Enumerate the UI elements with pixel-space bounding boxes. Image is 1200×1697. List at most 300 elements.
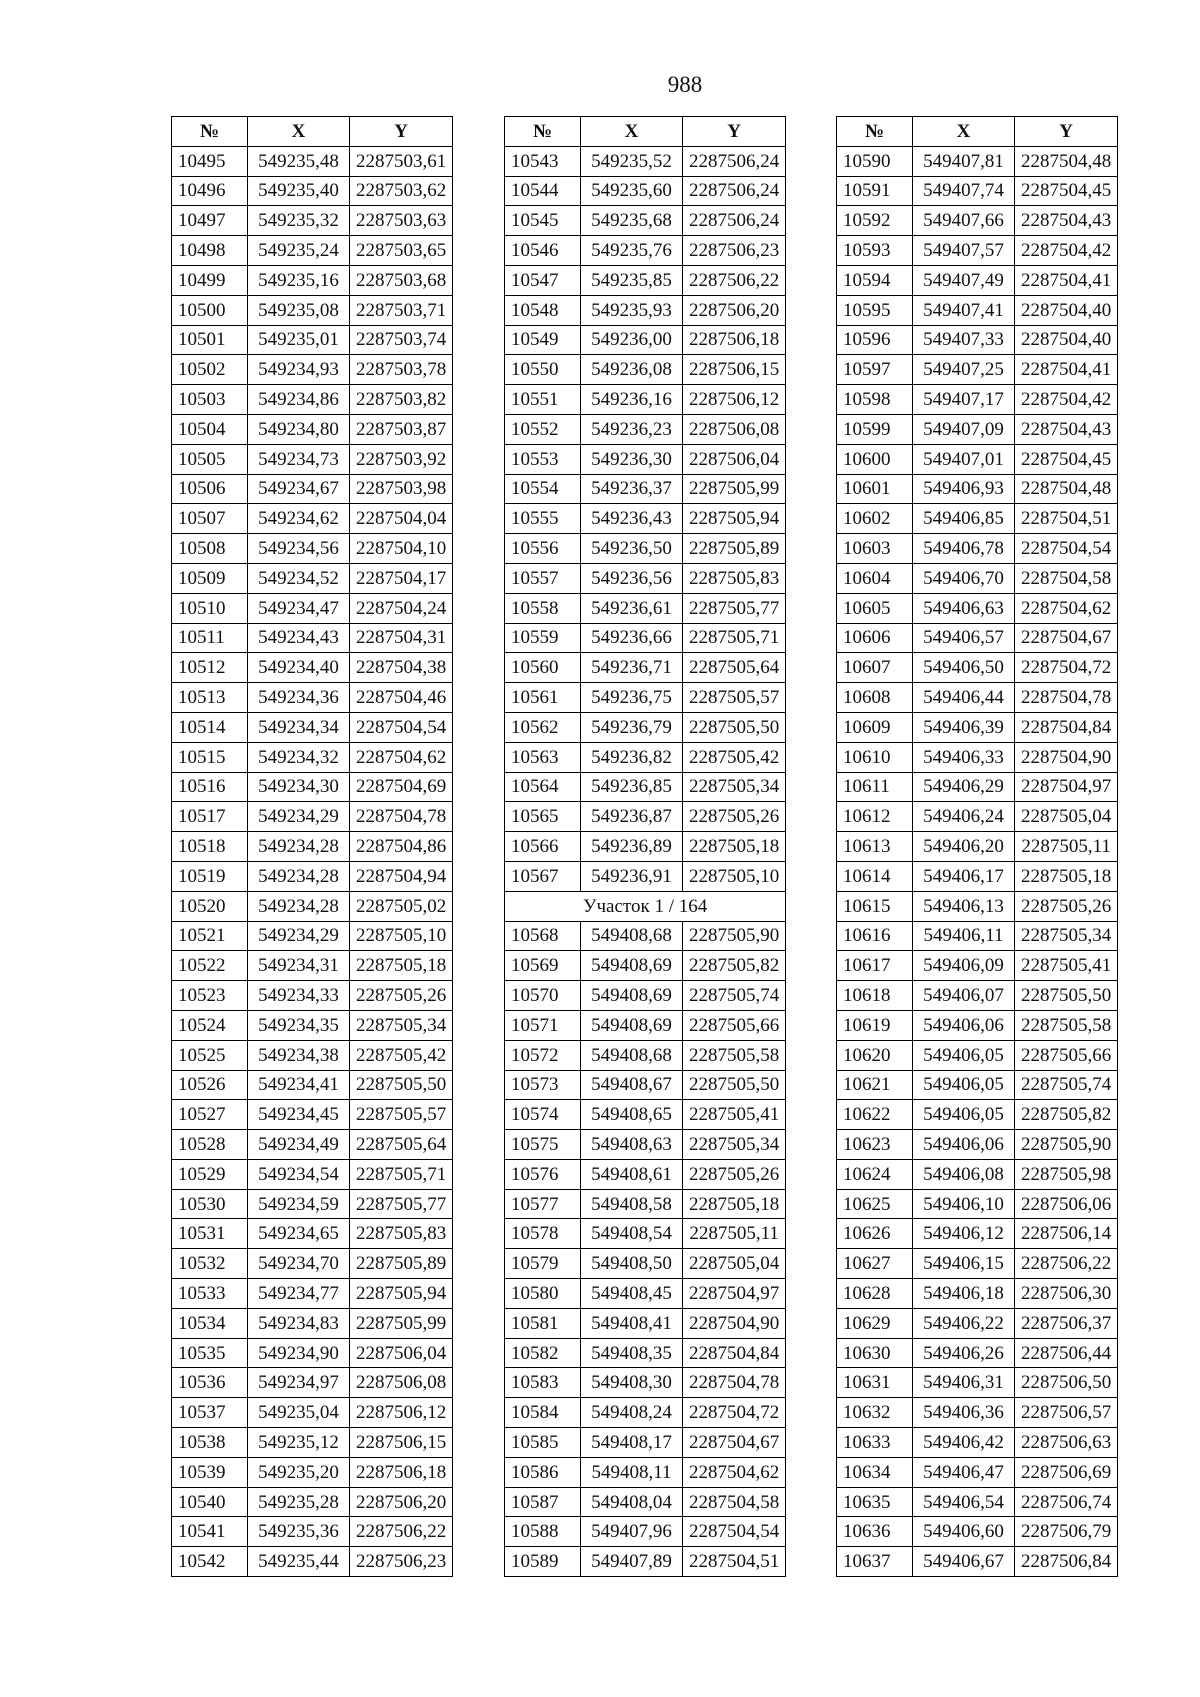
coord-x: 549407,96 <box>581 1517 683 1547</box>
coord-y: 2287505,57 <box>683 683 786 713</box>
coord-x: 549234,54 <box>248 1159 350 1189</box>
coord-y: 2287503,82 <box>350 385 453 415</box>
coord-y: 2287505,04 <box>1015 802 1118 832</box>
coord-y: 2287506,44 <box>1015 1338 1118 1368</box>
table-row <box>505 414 786 444</box>
table-row <box>505 355 786 385</box>
point-number: 10609 <box>837 712 913 742</box>
coord-y: 2287505,10 <box>350 921 453 951</box>
coord-y: 2287505,41 <box>1015 951 1118 981</box>
point-number: 10605 <box>837 593 913 623</box>
coord-x: 549407,17 <box>913 385 1015 415</box>
coord-y: 2287505,34 <box>1015 921 1118 951</box>
point-number: 10521 <box>172 921 248 951</box>
coord-x: 549406,39 <box>913 712 1015 742</box>
header-x: X <box>913 117 1015 147</box>
coord-x: 549236,66 <box>581 623 683 653</box>
table-row <box>837 593 1118 623</box>
table-row <box>505 951 786 981</box>
point-number: 10611 <box>837 772 913 802</box>
point-number: 10529 <box>172 1159 248 1189</box>
point-number: 10559 <box>505 623 581 653</box>
coord-x: 549236,30 <box>581 444 683 474</box>
point-number: 10579 <box>505 1249 581 1279</box>
coord-x: 549408,50 <box>581 1249 683 1279</box>
coord-x: 549407,25 <box>913 355 1015 385</box>
coord-x: 549234,41 <box>248 1070 350 1100</box>
coord-x: 549234,28 <box>248 861 350 891</box>
coord-x: 549408,35 <box>581 1338 683 1368</box>
table-row <box>505 593 786 623</box>
coord-y: 2287503,74 <box>350 325 453 355</box>
point-number: 10510 <box>172 593 248 623</box>
point-number: 10512 <box>172 653 248 683</box>
coord-y: 2287504,40 <box>1015 295 1118 325</box>
point-number: 10595 <box>837 295 913 325</box>
point-number: 10582 <box>505 1338 581 1368</box>
point-number: 10515 <box>172 742 248 772</box>
point-number: 10627 <box>837 1249 913 1279</box>
point-number: 10509 <box>172 563 248 593</box>
table-row <box>837 772 1118 802</box>
point-number: 10553 <box>505 444 581 474</box>
coord-x: 549406,60 <box>913 1517 1015 1547</box>
coord-y: 2287506,23 <box>350 1547 453 1577</box>
point-number: 10570 <box>505 981 581 1011</box>
coord-x: 549234,38 <box>248 1040 350 1070</box>
coord-y: 2287505,42 <box>350 1040 453 1070</box>
point-number: 10576 <box>505 1159 581 1189</box>
table-row <box>505 146 786 176</box>
point-number: 10544 <box>505 176 581 206</box>
coord-x: 549234,30 <box>248 772 350 802</box>
coord-x: 549406,26 <box>913 1338 1015 1368</box>
table-row <box>172 1308 453 1338</box>
coord-x: 549407,89 <box>581 1547 683 1577</box>
coord-y: 2287505,89 <box>683 534 786 564</box>
coord-x: 549406,10 <box>913 1189 1015 1219</box>
point-number: 10603 <box>837 534 913 564</box>
point-number: 10538 <box>172 1428 248 1458</box>
coord-x: 549235,36 <box>248 1517 350 1547</box>
table-row <box>172 146 453 176</box>
coord-y: 2287505,77 <box>350 1189 453 1219</box>
table-row <box>837 1279 1118 1309</box>
point-number: 10517 <box>172 802 248 832</box>
table-row <box>505 534 786 564</box>
coord-y: 2287505,99 <box>350 1308 453 1338</box>
point-number: 10617 <box>837 951 913 981</box>
table-row <box>837 325 1118 355</box>
point-number: 10577 <box>505 1189 581 1219</box>
point-number: 10533 <box>172 1279 248 1309</box>
header-y: Y <box>1015 117 1118 147</box>
point-number: 10519 <box>172 861 248 891</box>
table-row <box>837 861 1118 891</box>
table-row <box>837 534 1118 564</box>
point-number: 10575 <box>505 1130 581 1160</box>
point-number: 10516 <box>172 772 248 802</box>
table-row <box>172 355 453 385</box>
coordinates-table-1 <box>171 116 453 1577</box>
coord-y: 2287504,43 <box>1015 414 1118 444</box>
coord-y: 2287506,04 <box>683 444 786 474</box>
coord-y: 2287506,12 <box>350 1398 453 1428</box>
coord-x: 549235,44 <box>248 1547 350 1577</box>
coord-y: 2287505,64 <box>683 653 786 683</box>
table-row <box>837 504 1118 534</box>
coord-y: 2287506,63 <box>1015 1428 1118 1458</box>
coord-y: 2287505,18 <box>1015 861 1118 891</box>
coord-y: 2287506,30 <box>1015 1279 1118 1309</box>
table-row <box>505 623 786 653</box>
point-number: 10607 <box>837 653 913 683</box>
coord-x: 549407,74 <box>913 176 1015 206</box>
table-row <box>505 981 786 1011</box>
table-row <box>505 1457 786 1487</box>
coord-y: 2287505,10 <box>683 861 786 891</box>
point-number: 10532 <box>172 1249 248 1279</box>
coord-y: 2287506,22 <box>683 265 786 295</box>
coord-y: 2287505,71 <box>683 623 786 653</box>
coord-y: 2287506,22 <box>1015 1249 1118 1279</box>
point-number: 10558 <box>505 593 581 623</box>
coord-x: 549406,20 <box>913 832 1015 862</box>
point-number: 10622 <box>837 1100 913 1130</box>
coord-x: 549236,56 <box>581 563 683 593</box>
coord-y: 2287504,54 <box>350 712 453 742</box>
table-row <box>837 832 1118 862</box>
coord-y: 2287503,63 <box>350 206 453 236</box>
point-number: 10614 <box>837 861 913 891</box>
table-row <box>172 1338 453 1368</box>
coord-x: 549408,68 <box>581 921 683 951</box>
coord-x: 549234,33 <box>248 981 350 1011</box>
table-row <box>505 1010 786 1040</box>
coord-y: 2287504,31 <box>350 623 453 653</box>
point-number: 10545 <box>505 206 581 236</box>
point-number: 10597 <box>837 355 913 385</box>
coord-x: 549408,69 <box>581 951 683 981</box>
coord-x: 549234,47 <box>248 593 350 623</box>
header-x: X <box>248 117 350 147</box>
coord-x: 549234,86 <box>248 385 350 415</box>
coord-y: 2287504,67 <box>1015 623 1118 653</box>
point-number: 10631 <box>837 1368 913 1398</box>
coord-x: 549235,12 <box>248 1428 350 1458</box>
coord-y: 2287504,78 <box>1015 683 1118 713</box>
table-row <box>505 1279 786 1309</box>
table-row <box>172 1010 453 1040</box>
coord-x: 549236,23 <box>581 414 683 444</box>
table-row <box>837 206 1118 236</box>
point-number: 10526 <box>172 1070 248 1100</box>
table-row <box>505 176 786 206</box>
coord-x: 549234,80 <box>248 414 350 444</box>
point-number: 10496 <box>172 176 248 206</box>
coord-x: 549236,37 <box>581 474 683 504</box>
point-number: 10554 <box>505 474 581 504</box>
coord-y: 2287506,79 <box>1015 1517 1118 1547</box>
point-number: 10610 <box>837 742 913 772</box>
point-number: 10500 <box>172 295 248 325</box>
point-number: 10594 <box>837 265 913 295</box>
point-number: 10621 <box>837 1070 913 1100</box>
coord-y: 2287506,15 <box>683 355 786 385</box>
table-row <box>172 176 453 206</box>
point-number: 10563 <box>505 742 581 772</box>
coord-x: 549235,28 <box>248 1487 350 1517</box>
point-number: 10592 <box>837 206 913 236</box>
coord-x: 549408,65 <box>581 1100 683 1130</box>
table-row <box>172 653 453 683</box>
point-number: 10568 <box>505 921 581 951</box>
coord-x: 549406,06 <box>913 1130 1015 1160</box>
coord-y: 2287506,84 <box>1015 1547 1118 1577</box>
coord-y: 2287506,24 <box>683 146 786 176</box>
coord-y: 2287506,18 <box>683 325 786 355</box>
coord-x: 549407,09 <box>913 414 1015 444</box>
point-number: 10567 <box>505 861 581 891</box>
point-number: 10626 <box>837 1219 913 1249</box>
point-number: 10612 <box>837 802 913 832</box>
point-number: 10602 <box>837 504 913 534</box>
coord-y: 2287505,71 <box>350 1159 453 1189</box>
table-row <box>172 236 453 266</box>
coord-y: 2287505,11 <box>1015 832 1118 862</box>
point-number: 10585 <box>505 1428 581 1458</box>
point-number: 10551 <box>505 385 581 415</box>
coord-x: 549234,90 <box>248 1338 350 1368</box>
coord-x: 549406,22 <box>913 1308 1015 1338</box>
coord-x: 549406,85 <box>913 504 1015 534</box>
point-number: 10637 <box>837 1547 913 1577</box>
point-number: 10615 <box>837 891 913 921</box>
coord-x: 549408,54 <box>581 1219 683 1249</box>
point-number: 10505 <box>172 444 248 474</box>
point-number: 10634 <box>837 1457 913 1487</box>
table-row <box>172 891 453 921</box>
coord-y: 2287504,41 <box>1015 355 1118 385</box>
coord-y: 2287503,61 <box>350 146 453 176</box>
point-number: 10498 <box>172 236 248 266</box>
coord-x: 549406,78 <box>913 534 1015 564</box>
coord-x: 549408,17 <box>581 1428 683 1458</box>
table-row <box>505 861 786 891</box>
table-row <box>172 1368 453 1398</box>
coord-y: 2287505,90 <box>1015 1130 1118 1160</box>
coord-y: 2287506,08 <box>350 1368 453 1398</box>
coord-x: 549236,61 <box>581 593 683 623</box>
point-number: 10599 <box>837 414 913 444</box>
coord-x: 549406,57 <box>913 623 1015 653</box>
coord-y: 2287503,87 <box>350 414 453 444</box>
point-number: 10560 <box>505 653 581 683</box>
point-number: 10522 <box>172 951 248 981</box>
coord-y: 2287504,04 <box>350 504 453 534</box>
coord-x: 549236,91 <box>581 861 683 891</box>
coord-x: 549406,44 <box>913 683 1015 713</box>
table-row <box>505 1547 786 1577</box>
coord-y: 2287504,43 <box>1015 206 1118 236</box>
table-row <box>837 891 1118 921</box>
table-row <box>172 1487 453 1517</box>
coord-y: 2287504,62 <box>683 1457 786 1487</box>
coord-x: 549236,79 <box>581 712 683 742</box>
table-row <box>505 1219 786 1249</box>
coord-x: 549408,11 <box>581 1457 683 1487</box>
table-row <box>837 563 1118 593</box>
table-row <box>172 683 453 713</box>
coord-x: 549235,60 <box>581 176 683 206</box>
coord-y: 2287506,15 <box>350 1428 453 1458</box>
header-row <box>172 117 453 147</box>
point-number: 10624 <box>837 1159 913 1189</box>
point-number: 10588 <box>505 1517 581 1547</box>
coord-x: 549406,11 <box>913 921 1015 951</box>
coord-y: 2287504,58 <box>683 1487 786 1517</box>
table-row <box>837 474 1118 504</box>
point-number: 10584 <box>505 1398 581 1428</box>
table-row <box>505 1487 786 1517</box>
table-row <box>505 265 786 295</box>
coord-x: 549406,06 <box>913 1010 1015 1040</box>
coord-x: 549407,66 <box>913 206 1015 236</box>
header-num: № <box>505 117 581 147</box>
coord-y: 2287505,34 <box>683 1130 786 1160</box>
coord-x: 549236,08 <box>581 355 683 385</box>
coord-x: 549234,45 <box>248 1100 350 1130</box>
coord-y: 2287505,94 <box>350 1279 453 1309</box>
coord-x: 549406,05 <box>913 1070 1015 1100</box>
point-number: 10548 <box>505 295 581 325</box>
coord-x: 549406,18 <box>913 1279 1015 1309</box>
coord-x: 549235,08 <box>248 295 350 325</box>
coord-x: 549234,36 <box>248 683 350 713</box>
table-row <box>172 504 453 534</box>
table-row <box>172 534 453 564</box>
table-row <box>172 951 453 981</box>
table-row <box>505 1070 786 1100</box>
table-row <box>172 325 453 355</box>
coord-x: 549235,24 <box>248 236 350 266</box>
header-row <box>505 117 786 147</box>
table-row <box>172 921 453 951</box>
table-row <box>837 1040 1118 1070</box>
point-number: 10531 <box>172 1219 248 1249</box>
coord-y: 2287504,54 <box>683 1517 786 1547</box>
coord-x: 549234,77 <box>248 1279 350 1309</box>
table-row <box>172 1279 453 1309</box>
point-number: 10552 <box>505 414 581 444</box>
coord-y: 2287505,26 <box>683 1159 786 1189</box>
coord-y: 2287505,74 <box>683 981 786 1011</box>
table-row <box>837 1159 1118 1189</box>
coord-x: 549406,15 <box>913 1249 1015 1279</box>
coord-x: 549234,32 <box>248 742 350 772</box>
coord-x: 549406,54 <box>913 1487 1015 1517</box>
table-row <box>172 623 453 653</box>
coord-y: 2287505,42 <box>683 742 786 772</box>
coord-x: 549406,63 <box>913 593 1015 623</box>
table-row <box>505 1398 786 1428</box>
point-number: 10524 <box>172 1010 248 1040</box>
point-number: 10499 <box>172 265 248 295</box>
table-row <box>505 295 786 325</box>
coord-y: 2287503,98 <box>350 474 453 504</box>
coord-x: 549234,35 <box>248 1010 350 1040</box>
point-number: 10589 <box>505 1547 581 1577</box>
point-number: 10636 <box>837 1517 913 1547</box>
coord-x: 549407,33 <box>913 325 1015 355</box>
coord-y: 2287505,58 <box>1015 1010 1118 1040</box>
table-row <box>505 1308 786 1338</box>
coord-y: 2287505,04 <box>683 1249 786 1279</box>
coordinates-table-3 <box>836 116 1118 1577</box>
table-row <box>837 712 1118 742</box>
table-row <box>837 1010 1118 1040</box>
coord-y: 2287505,82 <box>683 951 786 981</box>
point-number: 10556 <box>505 534 581 564</box>
coord-x: 549234,40 <box>248 653 350 683</box>
coord-x: 549406,13 <box>913 891 1015 921</box>
point-number: 10528 <box>172 1130 248 1160</box>
coord-x: 549234,43 <box>248 623 350 653</box>
point-number: 10564 <box>505 772 581 802</box>
point-number: 10502 <box>172 355 248 385</box>
point-number: 10604 <box>837 563 913 593</box>
point-number: 10625 <box>837 1189 913 1219</box>
point-number: 10504 <box>172 414 248 444</box>
table-row <box>172 712 453 742</box>
point-number: 10506 <box>172 474 248 504</box>
coord-x: 549234,29 <box>248 921 350 951</box>
table-row <box>505 1368 786 1398</box>
table-row <box>505 802 786 832</box>
coord-x: 549406,33 <box>913 742 1015 772</box>
coord-y: 2287503,78 <box>350 355 453 385</box>
table-row <box>837 385 1118 415</box>
header-y: Y <box>683 117 786 147</box>
coord-y: 2287504,40 <box>1015 325 1118 355</box>
point-number: 10507 <box>172 504 248 534</box>
point-number: 10565 <box>505 802 581 832</box>
table-row <box>837 1249 1118 1279</box>
table-row <box>505 385 786 415</box>
coord-y: 2287505,98 <box>1015 1159 1118 1189</box>
coord-y: 2287504,97 <box>1015 772 1118 802</box>
coord-x: 549408,45 <box>581 1279 683 1309</box>
coord-y: 2287505,66 <box>1015 1040 1118 1070</box>
table-row <box>505 563 786 593</box>
point-number: 10608 <box>837 683 913 713</box>
coord-y: 2287503,65 <box>350 236 453 266</box>
table-row <box>172 206 453 236</box>
coord-y: 2287505,26 <box>350 981 453 1011</box>
table-row <box>172 1130 453 1160</box>
coord-y: 2287504,51 <box>683 1547 786 1577</box>
point-number: 10557 <box>505 563 581 593</box>
point-number: 10596 <box>837 325 913 355</box>
coord-x: 549236,75 <box>581 683 683 713</box>
coord-y: 2287505,58 <box>683 1040 786 1070</box>
coord-x: 549234,28 <box>248 832 350 862</box>
coord-x: 549407,01 <box>913 444 1015 474</box>
coord-y: 2287504,78 <box>350 802 453 832</box>
table-row <box>837 623 1118 653</box>
section-label: Участок 1 / 164 <box>505 891 786 921</box>
coord-x: 549406,09 <box>913 951 1015 981</box>
